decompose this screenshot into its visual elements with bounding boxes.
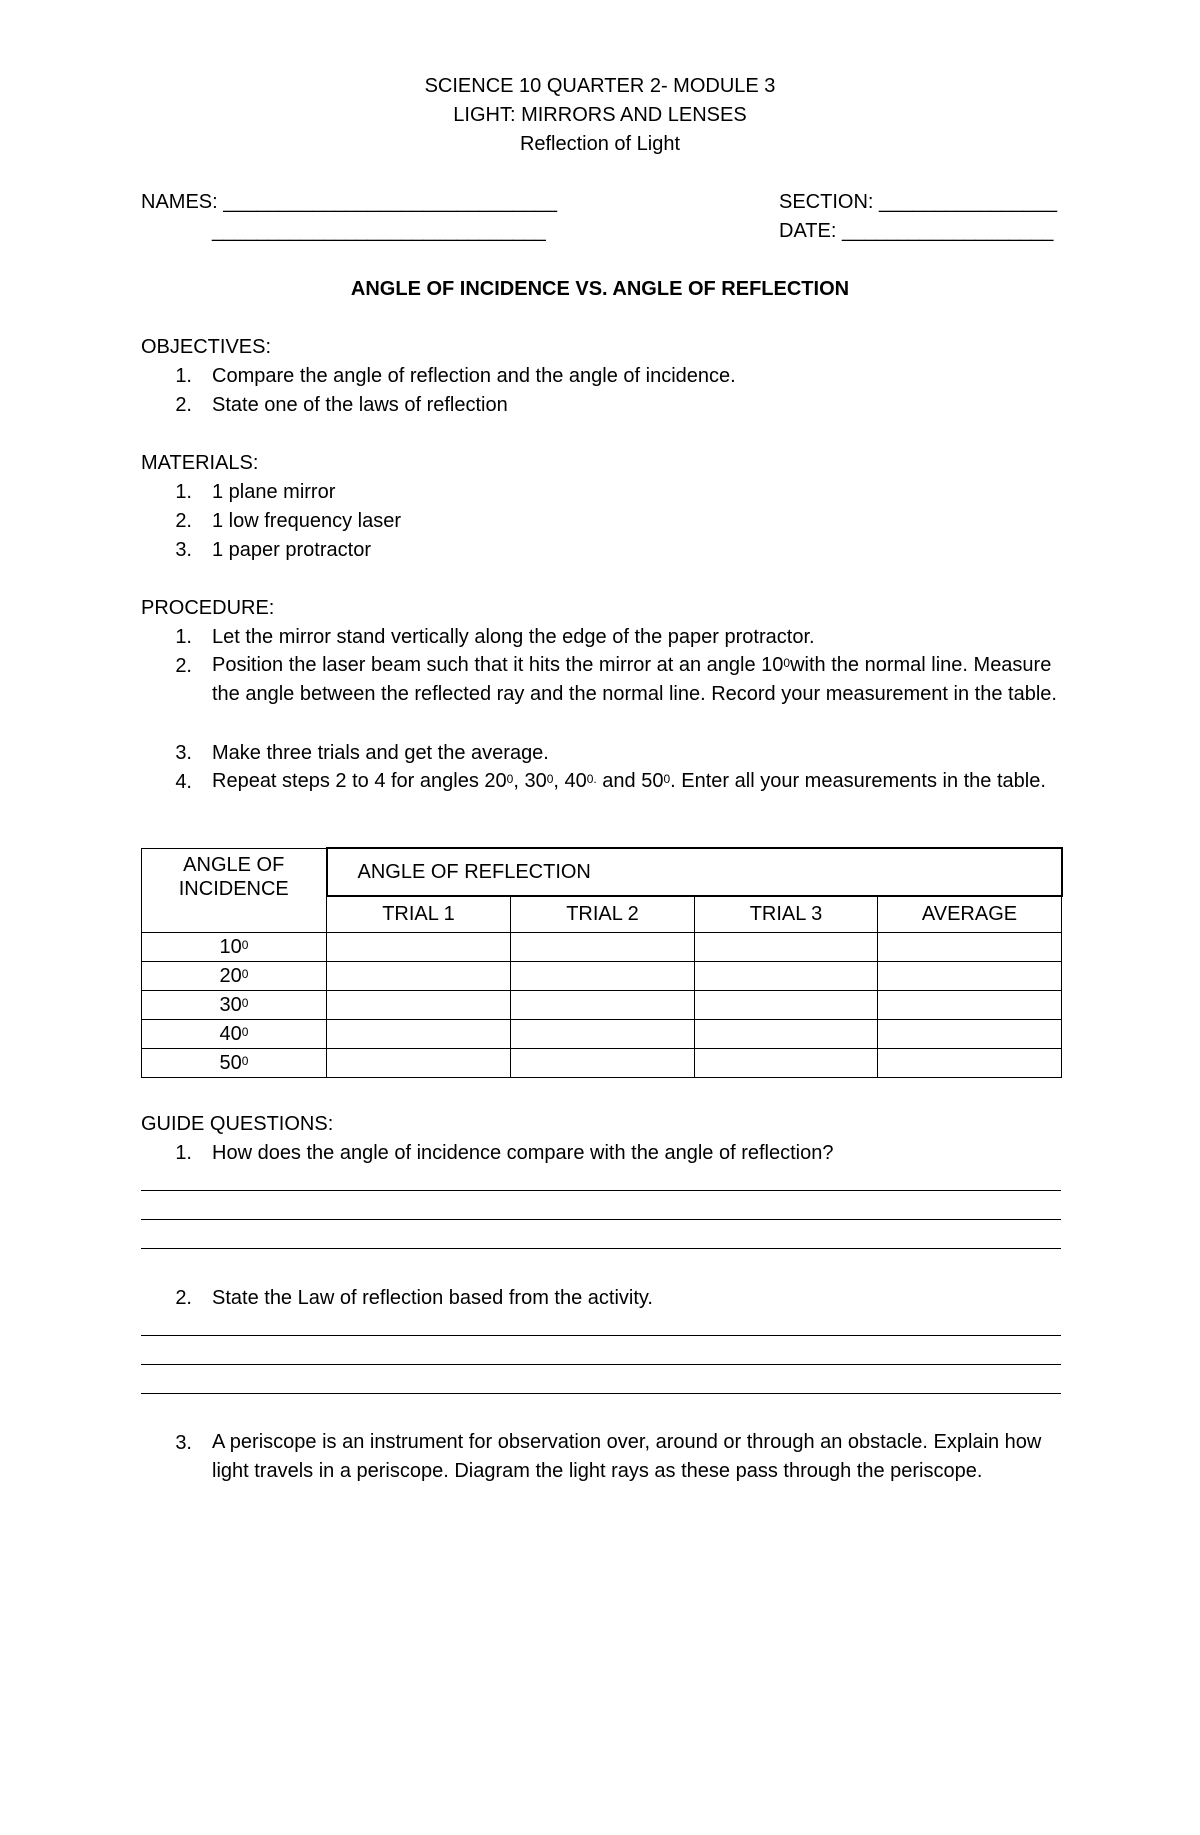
angle-cell: $10^0$ <box>142 932 327 961</box>
column-header: TRIAL 2 <box>511 896 695 932</box>
names-blank-1[interactable]: ______________________________ <box>223 191 557 213</box>
column-header: TRIAL 1 <box>327 896 511 932</box>
trial-3-entry[interactable] <box>695 990 878 1019</box>
question-number: 3. <box>175 1432 192 1454</box>
module-subtitle: LIGHT: MIRRORS AND LENSES <box>453 104 747 126</box>
procedure-step-3: Make three trials and get the average. <box>212 742 549 764</box>
table-row <box>142 961 1062 990</box>
material-number: 1. <box>175 481 192 503</box>
average-entry[interactable] <box>878 932 1062 961</box>
column-header: TRIAL 3 <box>695 896 878 932</box>
materials-heading: MATERIALS: <box>141 452 259 474</box>
names-label: NAMES: <box>141 191 218 213</box>
objective-number: 2. <box>175 394 192 416</box>
procedure-step-2: Position the laser beam such that it hits the mirror at an angle $10^0with$ the normal line. Measure the angle between the reflected ray and the normal line. Record your measurement in the table. <box>212 654 1057 705</box>
angle-cell: $30^0$ <box>142 990 327 1019</box>
table-row <box>142 1019 1062 1048</box>
date-blank[interactable]: ___________________ <box>841 220 1054 242</box>
trial-2-entry[interactable] <box>511 961 695 990</box>
trial-1-entry[interactable] <box>327 1019 511 1048</box>
answer-line[interactable] <box>141 1364 1061 1365</box>
material-item: 1 paper protractor <box>212 539 371 561</box>
material-number: 3. <box>175 539 192 561</box>
names-field[interactable] <box>141 190 557 214</box>
procedure-step-number: 4. <box>175 771 192 793</box>
reflection-data-table <box>141 847 1063 1078</box>
trial-3-entry[interactable] <box>695 1019 878 1048</box>
answer-line[interactable] <box>141 1393 1061 1394</box>
date-label: DATE: <box>779 220 837 242</box>
question-1: How does the angle of incidence compare with the angle of reflection? <box>212 1142 834 1164</box>
average-entry[interactable] <box>878 990 1062 1019</box>
guide-questions-heading: GUIDE QUESTIONS: <box>141 1113 334 1135</box>
incidence-header: ANGLE OF INCIDENCE <box>178 853 289 900</box>
angle-cell: $40^0$ <box>142 1019 327 1048</box>
incidence-header-cell <box>142 848 327 932</box>
angle-cell: $50^0$ <box>142 1048 327 1077</box>
activity-title: ANGLE OF INCIDENCE VS. ANGLE OF REFLECTION <box>350 278 850 300</box>
trial-1-entry[interactable] <box>327 1048 511 1077</box>
average-entry[interactable] <box>878 1048 1062 1077</box>
average-entry[interactable] <box>878 1019 1062 1048</box>
trial-3-entry[interactable] <box>695 932 878 961</box>
objective-item: State one of the laws of reflection <box>212 394 508 416</box>
answer-line[interactable] <box>141 1335 1061 1336</box>
objective-number: 1. <box>175 365 192 387</box>
procedure-step-number: 2. <box>175 655 192 677</box>
question-3: A periscope is an instrument for observation over, around or through an obstacle. Explain how light travels in a periscope. Diagram the light rays as these pass through the periscope. <box>212 1431 1042 1482</box>
angle-cell: $20^0$ <box>142 961 327 990</box>
section-label: SECTION: <box>779 191 874 213</box>
date-field[interactable] <box>779 219 1053 243</box>
procedure-step-number: 3. <box>175 742 192 764</box>
lesson-title: Reflection of Light <box>519 133 681 155</box>
trial-3-entry[interactable] <box>695 961 878 990</box>
answer-line[interactable] <box>141 1219 1061 1220</box>
answer-line[interactable] <box>141 1190 1061 1191</box>
table-row <box>142 990 1062 1019</box>
material-item: 1 low frequency laser <box>212 510 401 532</box>
trial-2-entry[interactable] <box>511 990 695 1019</box>
material-number: 2. <box>175 510 192 532</box>
trial-2-entry[interactable] <box>511 1048 695 1077</box>
section-field[interactable] <box>779 190 1057 214</box>
trial-3-entry[interactable] <box>695 1048 878 1077</box>
average-entry[interactable] <box>878 961 1062 990</box>
procedure-step-number: 1. <box>175 626 192 648</box>
trial-1-entry[interactable] <box>327 961 511 990</box>
objective-item: Compare the angle of reflection and the angle of incidence. <box>212 365 736 387</box>
trial-1-entry[interactable] <box>327 990 511 1019</box>
module-title: SCIENCE 10 QUARTER 2- MODULE 3 <box>424 75 776 97</box>
objectives-heading: OBJECTIVES: <box>141 336 272 358</box>
names-blank-2[interactable]: ______________________________ <box>212 220 546 242</box>
question-2: State the Law of reflection based from the activity. <box>212 1287 653 1309</box>
question-number: 2. <box>175 1287 192 1309</box>
column-header: AVERAGE <box>878 896 1062 932</box>
section-blank[interactable]: ________________ <box>879 191 1057 213</box>
reflection-header: ANGLE OF REFLECTION <box>327 848 1062 896</box>
material-item: 1 plane mirror <box>212 481 336 503</box>
procedure-step-1: Let the mirror stand vertically along the edge of the paper protractor. <box>212 626 815 648</box>
question-number: 1. <box>175 1142 192 1164</box>
table-row <box>142 932 1062 961</box>
trial-2-entry[interactable] <box>511 932 695 961</box>
procedure-step-4: Repeat steps 2 to 4 for angles $20^0$, $30^0$, $40^{0.}$ and $50^0$. Enter all your measurements in the table. <box>212 770 1046 792</box>
table-row <box>142 1048 1062 1077</box>
trial-1-entry[interactable] <box>327 932 511 961</box>
answer-line[interactable] <box>141 1248 1061 1249</box>
procedure-heading: PROCEDURE: <box>141 597 275 619</box>
trial-2-entry[interactable] <box>511 1019 695 1048</box>
